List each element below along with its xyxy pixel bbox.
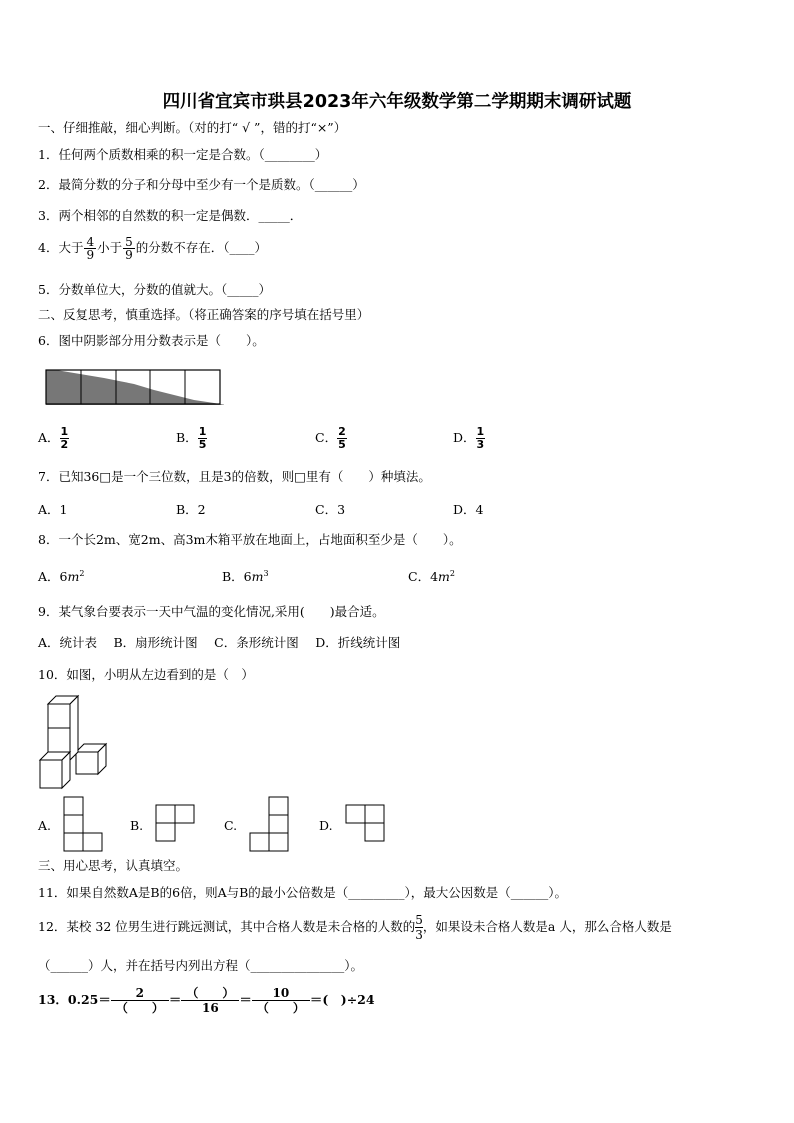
- q4-suffix: 的分数不存在．（____）: [135, 240, 268, 255]
- q10-label-a[interactable]: A.: [38, 818, 52, 833]
- fraction-5-3: $\frac{5}{3}$: [415, 913, 423, 942]
- q13-prefix: 13．0.25＝: [38, 992, 111, 1007]
- fraction-5-9: $\frac{5}{9}$: [125, 235, 133, 262]
- shaded-region: [46, 370, 224, 405]
- q6-option-b[interactable]: B． $\frac{1}{5}$: [176, 425, 207, 451]
- question-13: 13．0.25＝ 2 （ ） ＝ （ ） 16 ＝ 10 （ ） ＝( )÷24: [38, 986, 375, 1015]
- q8-option-a[interactable]: A．$6m^2$: [38, 568, 85, 584]
- section-1-heading: 一、仔细推敲，细心判断。（对的打“ √ ”，错的打“×”）: [38, 120, 347, 135]
- question-3: 3．两个相邻的自然数的积一定是偶数．_____．: [38, 208, 303, 223]
- question-7: 7．已知36□是一个三位数，且是3的倍数，则□里有（ ）种填法。: [38, 469, 431, 484]
- q13-fraction-1: 2 （ ）: [111, 986, 169, 1015]
- question-1: 1．任何两个质数相乘的积一定是合数。（________）: [38, 147, 328, 162]
- q10-label-c[interactable]: C.: [224, 818, 238, 833]
- q7-option-d[interactable]: D．4: [453, 502, 484, 517]
- question-5: 5．分数单位大，分数的值就大。（_____）: [38, 282, 271, 297]
- page-title: 四川省宜宾市珙县2023年六年级数学第二学期期末调研试题: [162, 92, 632, 112]
- q10-option-d-view[interactable]: [345, 804, 387, 844]
- q12-prefix: 12．某校 32 位男生进行跳远测试，其中合格人数是未合格的人数的: [38, 919, 416, 934]
- question-2: 2．最简分数的分子和分母中至少有一个是质数。（______）: [38, 177, 365, 192]
- section-2-heading: 二、反复思考，慎重选择。（将正确答案的序号填在括号里）: [38, 307, 370, 322]
- q6-option-a[interactable]: A． $\frac{1}{2}$: [38, 425, 69, 451]
- q9-options[interactable]: A．统计表 B．扇形统计图 C．条形统计图 D．折线统计图: [38, 635, 401, 650]
- q10-label-b[interactable]: B.: [130, 818, 144, 833]
- question-12-continued: （______）人，并在括号内列出方程（_______________）。: [38, 958, 364, 973]
- question-8: 8．一个长2m、宽2m、高3m木箱平放在地面上，占地面积至少是（ ）。: [38, 532, 462, 547]
- question-6: 6．图中阴影部分用分数表示是（ ）。: [38, 333, 265, 348]
- question-11: 11．如果自然数A是B的6倍，则A与B的最小公倍数是（_________），最大公因数是（______）。: [38, 885, 568, 900]
- q7-option-a[interactable]: A．1: [38, 502, 68, 517]
- q8-option-b[interactable]: B．$6m^3$: [222, 568, 269, 584]
- q12-suffix: ，如果设未合格人数是a 人，那么合格人数是: [422, 919, 672, 934]
- question-12: [38, 913, 672, 942]
- q10-label-d[interactable]: D.: [319, 818, 333, 833]
- section-3-heading: 三、用心思考，认真填空。: [38, 858, 189, 873]
- q13-fraction-3: 10 （ ）: [252, 986, 310, 1015]
- q4-middle: 小于: [97, 240, 123, 255]
- shaded-rectangle-figure: [44, 368, 224, 406]
- q7-option-b[interactable]: B．2: [176, 502, 206, 517]
- question-4: [38, 236, 267, 261]
- fraction-4-9: $\frac{4}{9}$: [86, 235, 95, 262]
- q8-option-c[interactable]: C．$4m^2$: [408, 568, 455, 584]
- q6-option-d[interactable]: D． $\frac{1}{3}$: [453, 425, 485, 451]
- q4-prefix: 4．大于: [38, 240, 84, 255]
- question-9: 9．某气象台要表示一天中气温的变化情况,采用( )最合适。: [38, 604, 385, 619]
- question-10: 10．如图，小明从左边看到的是（ ）: [38, 667, 254, 682]
- q10-option-b-view[interactable]: [155, 804, 197, 844]
- q7-option-c[interactable]: C．3: [315, 502, 346, 517]
- q10-option-c-view[interactable]: [249, 796, 291, 854]
- q6-option-c[interactable]: C． $\frac{2}{5}$: [315, 425, 346, 451]
- q10-option-a-view[interactable]: [63, 796, 105, 854]
- q13-suffix: ＝( )÷24: [309, 992, 375, 1007]
- cube-stack-figure: [36, 694, 110, 790]
- q13-fraction-2: （ ） 16: [181, 986, 239, 1015]
